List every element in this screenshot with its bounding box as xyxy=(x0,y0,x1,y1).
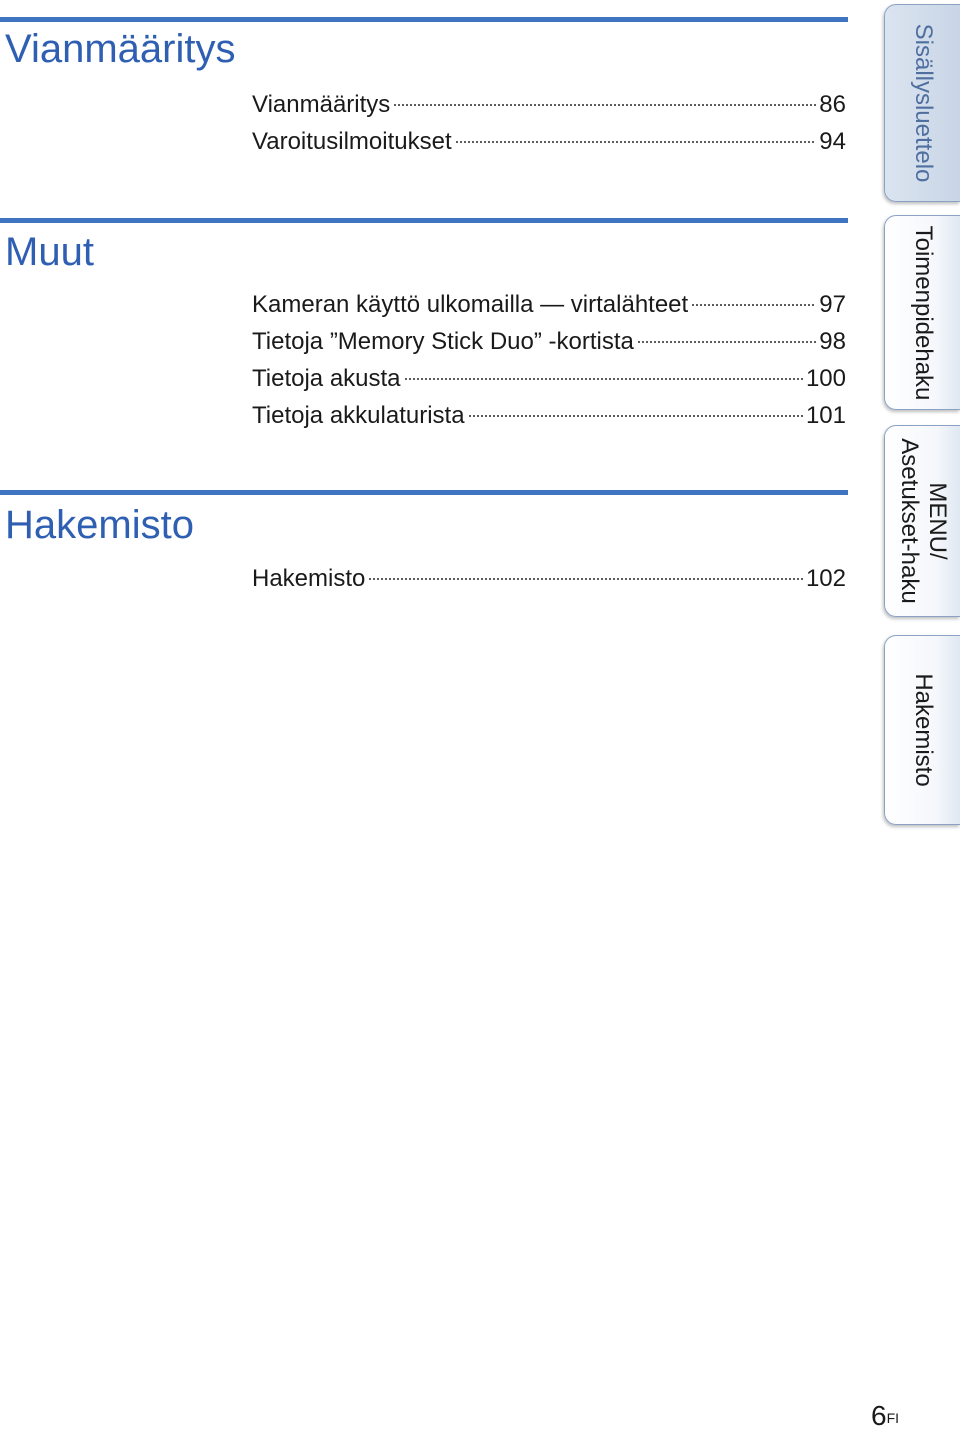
toc-entry[interactable] xyxy=(252,397,846,434)
toc-entry[interactable] xyxy=(252,323,846,360)
tab-hakemisto[interactable] xyxy=(884,635,960,825)
toc-entry[interactable] xyxy=(252,123,846,160)
entry-title: Hakemisto xyxy=(252,565,366,592)
page-number: 94 xyxy=(819,128,846,155)
section-rule-2 xyxy=(0,218,848,223)
tab-menu-asetukset-haku[interactable] xyxy=(884,425,960,617)
section-rule-3 xyxy=(0,490,848,495)
dot-leader xyxy=(393,104,816,106)
section-title-vianmaaritys: Vianmääritys xyxy=(5,27,236,71)
toc-entry[interactable] xyxy=(252,86,846,123)
page-folio xyxy=(871,1400,899,1432)
tab-label-line-1: MENU/ xyxy=(923,482,951,560)
toc-list-muut xyxy=(252,286,846,434)
dot-leader xyxy=(404,378,803,380)
folio-suffix: FI xyxy=(886,1410,900,1426)
page-number: 101 xyxy=(805,402,846,429)
toc-list-hakemisto xyxy=(252,560,846,597)
tab-label-line-2: Asetukset-haku xyxy=(895,438,923,604)
section-rule-1 xyxy=(0,17,848,22)
folio-number: 6 xyxy=(871,1400,887,1431)
section-title-hakemisto: Hakemisto xyxy=(5,503,194,547)
entry-title: Tietoja akusta xyxy=(252,365,401,392)
section-title-muut: Muut xyxy=(5,230,94,274)
toc-entry[interactable] xyxy=(252,360,846,397)
dot-leader xyxy=(691,304,816,306)
page-number: 86 xyxy=(819,91,846,118)
entry-title: Varoitusilmoitukset xyxy=(252,128,452,155)
toc-entry[interactable] xyxy=(252,560,846,597)
page-number: 100 xyxy=(805,365,846,392)
entry-title: Tietoja akkulaturista xyxy=(252,402,465,429)
entry-title: Kameran käyttö ulkomailla — virtalähteet xyxy=(252,291,689,318)
page-number: 97 xyxy=(819,291,846,318)
tab-label: Toimenpidehaku xyxy=(909,225,937,400)
toc-list-vianmaaritys xyxy=(252,86,846,160)
dot-leader xyxy=(368,578,803,580)
tab-label: Hakemisto xyxy=(909,673,937,787)
entry-title: Tietoja ”Memory Stick Duo” -kortista xyxy=(252,328,634,355)
dot-leader xyxy=(637,341,816,343)
page-number: 98 xyxy=(819,328,846,355)
dot-leader xyxy=(468,415,803,417)
page-number: 102 xyxy=(805,565,846,592)
tab-label: Sisällysluettelo xyxy=(909,23,937,183)
tab-label xyxy=(895,438,951,603)
entry-title: Vianmääritys xyxy=(252,91,391,118)
dot-leader xyxy=(455,141,817,143)
tab-toimenpidehaku[interactable] xyxy=(884,215,960,410)
tab-sisallysluettelo[interactable] xyxy=(884,4,960,202)
toc-entry[interactable] xyxy=(252,286,846,323)
